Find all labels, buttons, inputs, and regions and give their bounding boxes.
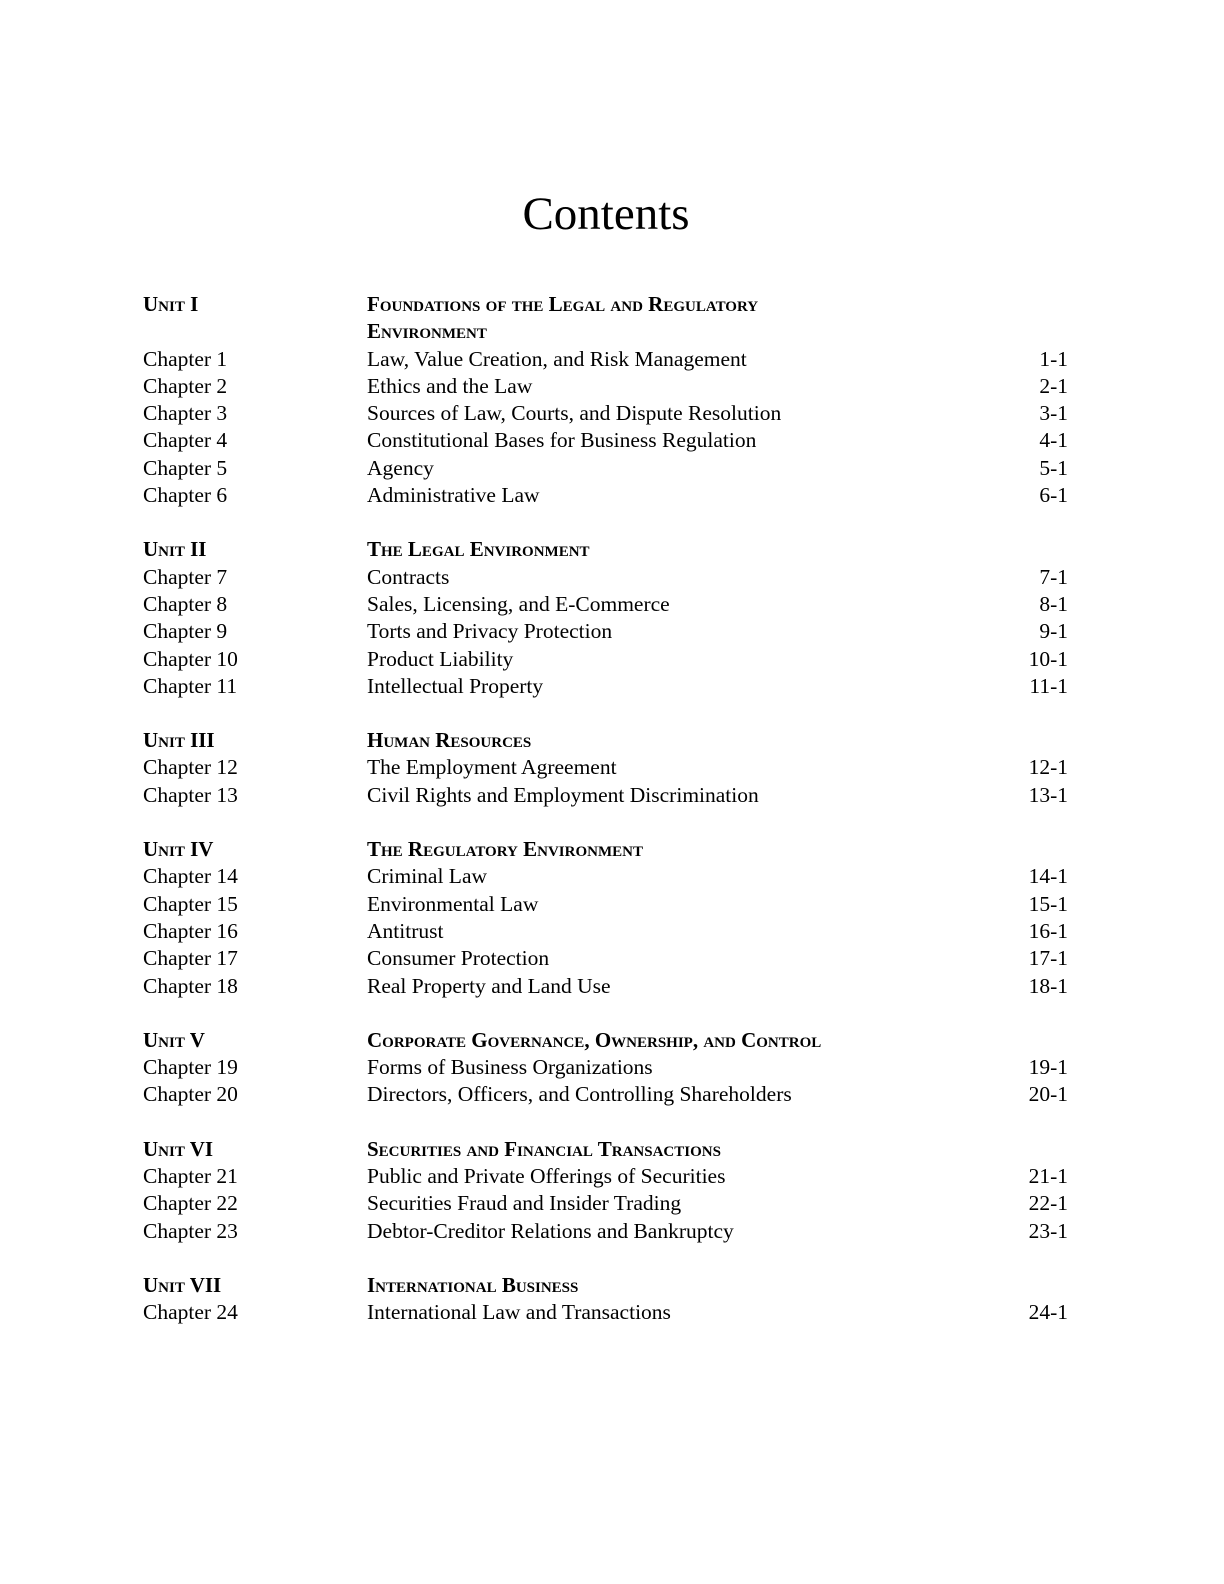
chapter-row[interactable] — [143, 400, 1068, 427]
unit-label: Unit III — [143, 728, 215, 753]
chapter-page: 8-1 — [1039, 591, 1068, 616]
unit-section — [143, 291, 1068, 509]
unit-label: Unit I — [143, 292, 199, 316]
chapter-title: Criminal Law — [367, 864, 488, 889]
chapter-title: Ethics and the Law — [367, 373, 533, 398]
unit-heading: Foundations of the Legal and Regulatory Environment — [367, 292, 759, 344]
chapter-label: Chapter 6 — [143, 483, 228, 508]
chapter-page: 23-1 — [1028, 1218, 1068, 1243]
chapter-label: Chapter 15 — [143, 891, 238, 916]
chapter-row[interactable] — [143, 673, 1068, 700]
chapter-page: 5-1 — [1039, 455, 1068, 480]
chapter-title: Consumer Protection — [367, 946, 550, 971]
chapter-label: Chapter 10 — [143, 646, 238, 671]
chapter-page: 19-1 — [1028, 1055, 1068, 1080]
chapter-row[interactable] — [143, 591, 1068, 618]
chapter-title: Product Liability — [367, 646, 514, 671]
table-of-contents — [143, 291, 1068, 1354]
chapter-row[interactable] — [143, 891, 1068, 918]
chapter-label: Chapter 8 — [143, 591, 228, 616]
chapter-page: 14-1 — [1028, 864, 1068, 889]
chapter-label: Chapter 16 — [143, 918, 238, 943]
chapter-page: 20-1 — [1028, 1082, 1068, 1107]
chapter-label: Chapter 11 — [143, 673, 238, 698]
chapter-label: Chapter 4 — [143, 428, 228, 453]
chapter-label: Chapter 13 — [143, 782, 238, 807]
chapter-page: 16-1 — [1028, 918, 1068, 943]
chapter-label: Chapter 21 — [143, 1164, 238, 1189]
page-title: Contents — [522, 188, 690, 240]
unit-header — [143, 1136, 1068, 1163]
chapter-row[interactable] — [143, 1163, 1068, 1190]
chapter-label: Chapter 12 — [143, 755, 238, 780]
chapter-label: Chapter 20 — [143, 1082, 238, 1107]
chapter-title: Constitutional Bases for Business Regulation — [367, 428, 757, 453]
unit-header — [143, 1027, 1068, 1054]
chapter-label: Chapter 5 — [143, 455, 228, 480]
chapter-title: Civil Rights and Employment Discrimination — [367, 782, 759, 807]
chapter-title: Torts and Privacy Protection — [367, 619, 613, 644]
chapter-page: 24-1 — [1028, 1300, 1068, 1325]
chapter-row[interactable] — [143, 646, 1068, 673]
unit-section — [143, 1027, 1068, 1109]
chapter-label: Chapter 7 — [143, 564, 228, 589]
chapter-label: Chapter 24 — [143, 1300, 238, 1325]
chapter-title: Administrative Law — [367, 483, 540, 508]
chapter-label: Chapter 9 — [143, 619, 228, 644]
chapter-page: 7-1 — [1039, 564, 1068, 589]
unit-heading: Corporate Governance, Ownership, and Control — [367, 1027, 822, 1052]
chapter-row[interactable] — [143, 346, 1068, 373]
chapter-row[interactable] — [143, 782, 1068, 809]
chapter-page: 9-1 — [1039, 619, 1068, 644]
chapter-label: Chapter 22 — [143, 1191, 238, 1216]
chapter-title: The Employment Agreement — [367, 755, 617, 780]
chapter-page: 2-1 — [1039, 373, 1068, 398]
chapter-title: Agency — [367, 455, 434, 480]
unit-header — [143, 1272, 1068, 1299]
chapter-title: Directors, Officers, and Controlling Shareholders — [367, 1082, 792, 1107]
unit-header — [143, 836, 1068, 863]
unit-section — [143, 1136, 1068, 1245]
chapter-title: Contracts — [367, 564, 450, 589]
chapter-page: 22-1 — [1028, 1191, 1068, 1216]
chapter-row[interactable] — [143, 918, 1068, 945]
unit-heading: The Legal Environment — [367, 537, 590, 562]
unit-heading: The Regulatory Environment — [367, 837, 643, 862]
chapter-page: 13-1 — [1028, 782, 1068, 807]
chapter-row[interactable] — [143, 1218, 1068, 1245]
chapter-page: 3-1 — [1039, 401, 1068, 426]
chapter-label: Chapter 18 — [143, 973, 238, 998]
chapter-row[interactable] — [143, 945, 1068, 972]
chapter-title: Sales, Licensing, and E-Commerce — [367, 591, 670, 616]
chapter-label: Chapter 19 — [143, 1055, 238, 1080]
chapter-row[interactable] — [143, 754, 1068, 781]
unit-label: Unit VII — [143, 1272, 222, 1297]
chapter-row[interactable] — [143, 618, 1068, 645]
unit-section — [143, 1272, 1068, 1327]
unit-label: Unit II — [143, 537, 207, 562]
unit-label: Unit VI — [143, 1136, 214, 1161]
chapter-title: Intellectual Property — [367, 673, 544, 698]
unit-heading: Securities and Financial Transactions — [367, 1136, 721, 1161]
chapter-page: 15-1 — [1028, 891, 1068, 916]
chapter-row[interactable] — [143, 1190, 1068, 1217]
chapter-title: International Law and Transactions — [367, 1300, 671, 1325]
chapter-row[interactable] — [143, 1299, 1068, 1326]
chapter-title: Forms of Business Organizations — [367, 1055, 653, 1080]
chapter-row[interactable] — [143, 373, 1068, 400]
unit-label: Unit V — [143, 1027, 205, 1052]
unit-label: Unit IV — [143, 837, 214, 862]
chapter-row[interactable] — [143, 1081, 1068, 1108]
chapter-page: 1-1 — [1039, 346, 1068, 371]
chapter-page: 12-1 — [1028, 755, 1068, 780]
chapter-label: Chapter 23 — [143, 1218, 238, 1243]
unit-header — [143, 536, 1068, 563]
chapter-title: Public and Private Offerings of Securities — [367, 1164, 726, 1189]
chapter-page: 4-1 — [1039, 428, 1068, 453]
chapter-label: Chapter 14 — [143, 864, 238, 889]
unit-header — [143, 727, 1068, 754]
chapter-label: Chapter 1 — [143, 346, 228, 371]
chapter-title: Securities Fraud and Insider Trading — [367, 1191, 682, 1216]
chapter-row[interactable] — [143, 564, 1068, 591]
unit-heading: Human Resources — [367, 728, 532, 753]
chapter-label: Chapter 3 — [143, 401, 228, 426]
chapter-row[interactable] — [143, 482, 1068, 509]
chapter-row[interactable] — [143, 863, 1068, 890]
chapter-row[interactable] — [143, 427, 1068, 454]
unit-header — [143, 291, 1068, 346]
chapter-page: 11-1 — [1029, 673, 1068, 698]
chapter-page: 10-1 — [1028, 646, 1068, 671]
chapter-row[interactable] — [143, 1054, 1068, 1081]
unit-section — [143, 727, 1068, 809]
chapter-title: Debtor-Creditor Relations and Bankruptcy — [367, 1218, 734, 1243]
chapter-row[interactable] — [143, 455, 1068, 482]
chapter-title: Law, Value Creation, and Risk Management — [367, 346, 747, 371]
chapter-title: Antitrust — [367, 918, 444, 943]
chapter-page: 18-1 — [1028, 973, 1068, 998]
unit-section — [143, 536, 1068, 700]
unit-heading: International Business — [367, 1272, 579, 1297]
chapter-label: Chapter 17 — [143, 946, 238, 971]
chapter-title: Environmental Law — [367, 891, 539, 916]
chapter-title: Sources of Law, Courts, and Dispute Resolution — [367, 401, 782, 426]
chapter-page: 6-1 — [1039, 483, 1068, 508]
unit-section — [143, 836, 1068, 1000]
chapter-page: 17-1 — [1028, 946, 1068, 971]
chapter-title: Real Property and Land Use — [367, 973, 611, 998]
chapter-row[interactable] — [143, 973, 1068, 1000]
chapter-page: 21-1 — [1028, 1164, 1068, 1189]
chapter-label: Chapter 2 — [143, 373, 228, 398]
